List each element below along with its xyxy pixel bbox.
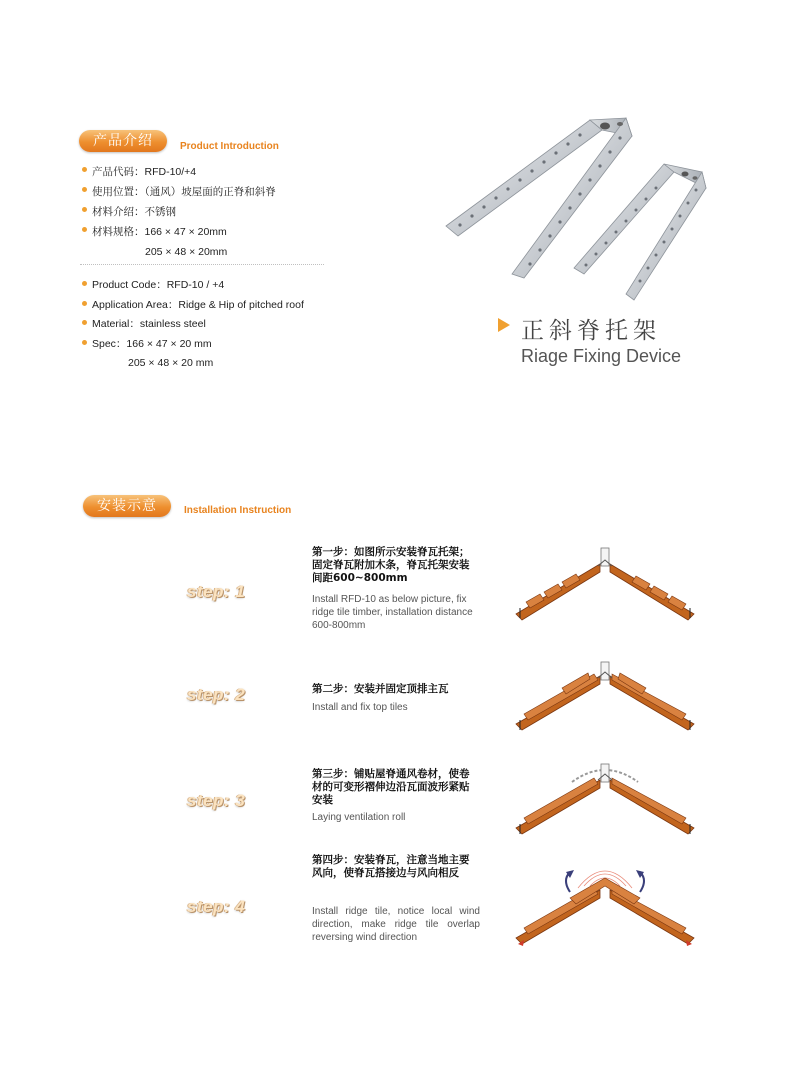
step-1-label: step: 1 bbox=[187, 582, 246, 601]
step-3-en: Laying ventilation roll bbox=[312, 812, 406, 823]
en-spec-item: 205 × 48 × 20 mm bbox=[128, 357, 214, 370]
step-1-zh: 第一步：如图所示安装脊瓦托架；固定脊瓦附加木条，脊瓦托架安装间距600~800mm bbox=[312, 546, 470, 584]
step-4-zh: 第四步：安装脊瓦，注意当地主要风向，使脊瓦搭接边与风向相反 bbox=[312, 854, 470, 879]
step-2-label: step: 2 bbox=[187, 685, 246, 704]
divider bbox=[80, 264, 324, 265]
step-4-label: step: 4 bbox=[187, 897, 246, 916]
step-3-label: step: 3 bbox=[187, 791, 246, 810]
roof-diagram-step-1 bbox=[510, 540, 700, 640]
step-1-en: Install RFD-10 as below picture, fix ridge tile timber, installation distance 600-800mm bbox=[312, 594, 473, 631]
step-4-en: Install ridge tile, notice local wind direction, make ridge tile overlap reversing wind direction bbox=[312, 906, 480, 943]
en-spec-item: Spec：166 × 47 × 20 mm bbox=[82, 335, 304, 355]
install-header-en: Installation Instruction bbox=[184, 505, 292, 516]
roof-diagram-step-4 bbox=[510, 858, 700, 962]
roof-diagram-step-3 bbox=[510, 752, 700, 852]
zh-spec-item: 使用位置：（通风）坡屋面的正脊和斜脊 bbox=[82, 182, 276, 202]
intro-header-badge bbox=[79, 130, 167, 152]
product-title-en: Riage Fixing Device bbox=[521, 346, 682, 366]
en-spec-item: Product Code：RFD-10 / +4 bbox=[82, 276, 304, 296]
step-2-zh: 第二步：安装并固定顶排主瓦 bbox=[312, 683, 449, 695]
product-title-zh: 正斜脊托架 bbox=[521, 318, 661, 344]
step-3-zh: 第三步：铺贴屋脊通风卷材，使卷材的可变形褶伸边沿瓦面波形紧贴安装 bbox=[312, 768, 470, 806]
intro-header-en: Product Introduction bbox=[180, 141, 279, 152]
en-spec-item: Application Area：Ridge & Hip of pitched roof bbox=[82, 296, 304, 316]
zh-spec-item: 产品代码：RFD-10/+4 bbox=[82, 162, 276, 182]
zh-spec-item: 205 × 48 × 20mm bbox=[145, 246, 228, 258]
en-spec-item: Material：stainless steel bbox=[82, 315, 304, 335]
bracket-large bbox=[446, 118, 632, 278]
roof-diagram-step-2 bbox=[510, 648, 700, 748]
zh-spec-item: 材料介绍：不锈钢 bbox=[82, 202, 276, 222]
install-header-badge bbox=[83, 495, 171, 517]
zh-spec-item: 材料规格：166 × 47 × 20mm bbox=[82, 222, 276, 242]
en-spec-list bbox=[82, 276, 304, 374]
play-triangle-icon bbox=[497, 317, 511, 333]
step-2-en: Install and fix top tiles bbox=[312, 702, 408, 713]
zh-spec-list bbox=[82, 162, 276, 262]
install-header-zh: 安装示意 bbox=[97, 498, 157, 514]
intro-header-zh: 产品介绍 bbox=[93, 133, 153, 149]
bracket-product-image bbox=[440, 108, 740, 308]
